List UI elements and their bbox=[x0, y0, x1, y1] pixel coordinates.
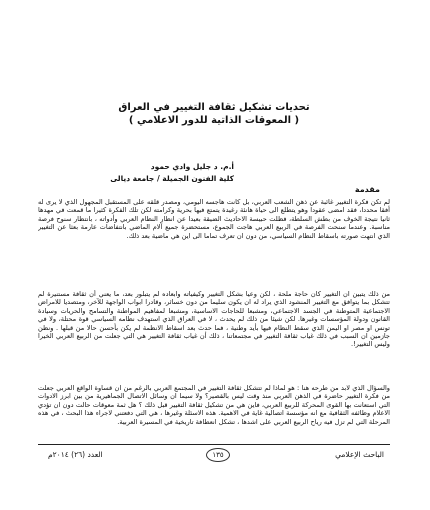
page-content bbox=[38, 70, 390, 495]
page-footer bbox=[38, 444, 390, 467]
body-paragraph: لم تكن فكرة التغيير غائبة عن ذهن الشعب العربي، بل كانت هاجسه اليومي، ومصدر قلقه على المستقبل المجهول الذي لا يرى له أفقا محددا، فقد امضى عقودا وهو يتطلع الى حياة هانئة رغيدة يتمتع فيها بحرية وكرامته لكن تلك الفكرة كثيرا ما قمعت في مهدها ثانيا نتيجة الخوف من بطش السلطة، فظلت حبيسة الاحاديث الضيقة بعيدا عن انظار النظام العربي وأدواته ، بانتظار سنوح فرصة مناسبة. وعندما سنحت الفرصة في الربيع العربي هاجت الجموع، مستحضرة جميع آلام الماضي بانتفاضات عارمة بعثا عن التغيير الذي انتهت صورته باسقاط النظام السياسي، من دون ان تعرف تماما الى اين هي ماضية بعد ذلك. bbox=[38, 198, 390, 240]
section-heading: مقدمة bbox=[354, 185, 380, 194]
issue-label: العدد (٢٦) ٢٠١٤م bbox=[48, 450, 103, 459]
journal-name: الباحث الإعلامي bbox=[335, 450, 384, 459]
article-title: تحديات تشكيل ثقافة التغيير في العراق bbox=[118, 102, 310, 113]
author-affiliation: كلية الفنون الجميلة / جامعة ديالى bbox=[110, 174, 234, 183]
author-name: أ.م. د جليل وادي حمود bbox=[150, 162, 234, 171]
article-subtitle: ( المعوقات الذاتية للدور الاعلامي ) bbox=[128, 115, 300, 126]
body-paragraph: والسؤال الذي لابد من طرحه هنا : هو لماذا لم تتشكل ثقافة التغيير في المجتمع العربي بالرغم من ان قساوة الواقع العربي جعلت من فكرة التغيير حاضرة في الذهن العربي منذ وقت ليس بالقصير؟ ولا سيما ان وسائل الاتصال الجماهيرية من بين ابرز الادوات التي استعانت بها القوى المحركة للربيع العربي، فاين هي من تشكيل ثقافة التغيير قبل ذلك ؟ هل ثمة معوقات حالت دون ان تؤدي الاعلام وظائفه الثقافية مع انه مؤسسة اتصالية غاية في الاهمية. هذه الاسئلة وغيرها ، هي التي دفعتني لاجراء هذا البحث ، في هذه المرحلة التي لم تزل فيه رياح الربيع العربي على اشدها ، تشكل انعطافة تاريخية في المسيرة العربية. bbox=[38, 384, 390, 426]
page-number: ١٣٥ bbox=[206, 448, 230, 462]
body-paragraph: من ذلك يتبين ان التغيير كان حاجة ملحة ، لكن وعيا بشكل التغيير وكيفياته وابعاده لم يتبلور بعد، ما يعني أن ثقافة مستنيرة لم تتشكل بما يتوافق مع التغيير المنشود الذي يراد له ان يكون سليما من دون خسائر، وقادرا ابواب الواجهة للآخر، ومتصديا للامراض الاجتماعية المتوطنة في الجسد الاجتماعي، ومشبعا للحاجات الاساسية، ومشبعا لمفاهيم المواطنة والتسامح والحريات وسيادة القانون ودولة المؤسسات وغيرها. لكن شيئا من ذلك لم يحدث ، لا في العراق الذي استهدف نظامه السياسي قوة محتلة، ولا في تونس او مصر او اليمن الذي سقط النظام فيها بأيد وطنية ، فما حدث بعد اسقاط الانظمة لم يكن بأحسن حالا من قبلها . ونظن جازمين ان السبب في ذلك غياب ثقافة التغيير في مجتمعاتنا ، ذلك أن غياب ثقافة التغيير هي التي جعلت من الربيع العربي الخيرا وليس التغيير!. bbox=[38, 290, 390, 349]
